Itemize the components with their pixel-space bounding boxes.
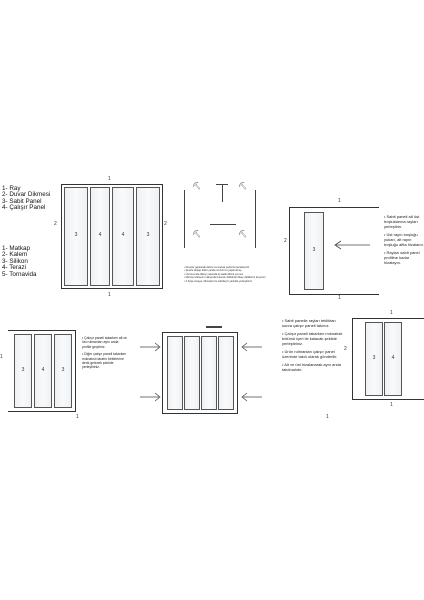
- legend-item: 5- Tornavida: [2, 270, 37, 278]
- fixed-panel: [54, 334, 72, 408]
- diagram-panel-alignment: [136, 318, 276, 418]
- legend-item: 2- Kalem: [2, 251, 28, 259]
- fixed-panel: [64, 187, 88, 286]
- notes: [82, 336, 128, 373]
- panel-number: 3: [146, 231, 150, 238]
- arrow-right-icon: [140, 392, 162, 402]
- panel-number: 3: [312, 247, 316, 254]
- label-rail-bottom: 1: [338, 295, 341, 301]
- legend-item: 3- Silikon: [2, 257, 28, 265]
- legend-item: 4- Çalışır Panel: [2, 204, 46, 212]
- notes: [384, 214, 424, 268]
- panel-number: 4: [98, 231, 102, 238]
- note-item: • Çalışır paneli takarken mıknatıslı bölümü içeri ile kalacak şekilde yerleştiriniz.: [282, 331, 343, 346]
- arrow-right-icon: [140, 342, 162, 352]
- diagram-sliding-panel-right: [344, 310, 424, 410]
- legend-item: 4- Terazi: [2, 264, 27, 272]
- sliding-panel: [201, 336, 217, 410]
- note-item: • Üst rayın boşluğu yukarı, alt rayın boşluğu altta hizalanır.: [384, 232, 424, 247]
- fixed-panel: [218, 336, 234, 410]
- step-item: • 3 Köşe tavaya, dikmeleri ile sabitleyin yanlıkla yerleştiriniz.: [184, 279, 253, 283]
- diagram-instructions: [282, 318, 344, 418]
- step-item: • Üst kısımda dikeyi yukarıda ki saatli dikinti uyunuz.: [184, 272, 244, 276]
- panel-number: 4: [41, 367, 45, 374]
- fixed-panel: [167, 336, 183, 410]
- drill-icon: ⛏: [192, 183, 201, 190]
- note-item: • Sabit panelle rayları tekliktan sonra çalışır paneli takınız.: [282, 318, 336, 328]
- legend-item: 2- Duvar Dikmesi: [2, 191, 51, 199]
- legend-item: 1- Matkap: [2, 245, 30, 252]
- note-item: • Ürün rulmanları çalışır panel üzerinde takılı olarak gönderilir.: [282, 349, 338, 359]
- steps-list: [184, 266, 270, 283]
- rail-guide: [210, 224, 236, 225]
- fixed-panel: [304, 212, 324, 290]
- level-bar: [216, 184, 228, 185]
- diagram-fixed-panel-rails: [280, 198, 424, 300]
- fixed-panel: [365, 322, 383, 396]
- note-item: • Diğer çalışır paneli takarken mıknatıslı tarafın birbirlerine denk gelecek şekilde yerleştiriniz.: [82, 352, 127, 370]
- diagram-wall-posts: [180, 180, 270, 296]
- sliding-panel: [184, 336, 200, 410]
- step-item: • Duvara yapılacak delme ve tesisat yerlerini işaretleyiniz.: [184, 266, 250, 269]
- label-wall-post: 2: [344, 346, 347, 352]
- assembly-frame: [61, 184, 163, 289]
- arrow-left-icon: [240, 392, 262, 402]
- drill-icon: ⛏: [238, 231, 247, 238]
- drill-icon: ⛏: [238, 183, 247, 190]
- label-rail: 1: [0, 354, 3, 360]
- label-rail-bottom: 1: [108, 292, 111, 298]
- panel-number: 3: [21, 367, 25, 374]
- assembly-frame: [162, 332, 238, 414]
- panel-number: 3: [61, 367, 65, 374]
- step-item: • Montaj noktasını nakşında bulunan deliklerle dikey deliklerini koyunuz.: [184, 276, 267, 280]
- legend-parts: [2, 186, 50, 212]
- legend-item: 1- Ray: [2, 185, 21, 192]
- note-item: • Rayları sabit panel profiline kadar hizalayın.: [384, 250, 420, 265]
- note-item: • Sabit paneli alt üst boşluklarına rayları yerleştirin.: [384, 214, 420, 229]
- label-wall-post: 2: [54, 221, 57, 227]
- step-item: • Şerefe ahşap dikini yanda ve düz bu yapılmamış.: [184, 269, 243, 273]
- arrow-left-icon: [332, 239, 372, 251]
- sliding-panel: [90, 187, 110, 286]
- diagram-assembly: [52, 176, 174, 302]
- sliding-panel: [384, 322, 402, 396]
- label-footer: 1: [326, 414, 329, 420]
- wall-post-right: [255, 190, 256, 248]
- label-wall-post-right: 2: [164, 221, 167, 227]
- label-rail-bottom: 1: [390, 402, 393, 408]
- frame-open: [352, 318, 424, 400]
- sliding-panel: [112, 187, 134, 286]
- label-rail-top: 1: [390, 310, 393, 316]
- note-item: • Çalışır paneli takarken alt ve üst rulmanları aynı anda profile geçiriniz.: [82, 336, 127, 349]
- fixed-panel: [14, 334, 32, 408]
- frame-partial: [8, 330, 76, 412]
- fixed-panel: [136, 187, 160, 286]
- label-footer: 1: [76, 414, 79, 420]
- frame-open: [289, 207, 379, 295]
- panel-number: 4: [121, 231, 125, 238]
- label-rail-top: 1: [108, 176, 111, 182]
- notes: [282, 318, 344, 375]
- sliding-panel: [34, 334, 52, 408]
- label-wall-post: 2: [284, 238, 287, 244]
- legend-item: 3- Sabit Panel: [2, 197, 42, 205]
- diagram-sliding-install: [0, 318, 130, 422]
- magnet-strip: [206, 326, 222, 328]
- panel-number: 3: [372, 355, 376, 362]
- level-line: [222, 184, 223, 202]
- legend-tools: [2, 246, 37, 278]
- arrow-left-icon: [240, 342, 262, 352]
- note-item: • Alt ve üst hizalanarak aynı anda takılmalıdır.: [282, 362, 341, 372]
- drill-icon: ⛏: [192, 231, 201, 238]
- panel-number: 3: [74, 231, 78, 238]
- panel-number: 4: [391, 355, 395, 362]
- wall-post-left: [184, 190, 185, 248]
- label-rail-top: 1: [338, 198, 341, 204]
